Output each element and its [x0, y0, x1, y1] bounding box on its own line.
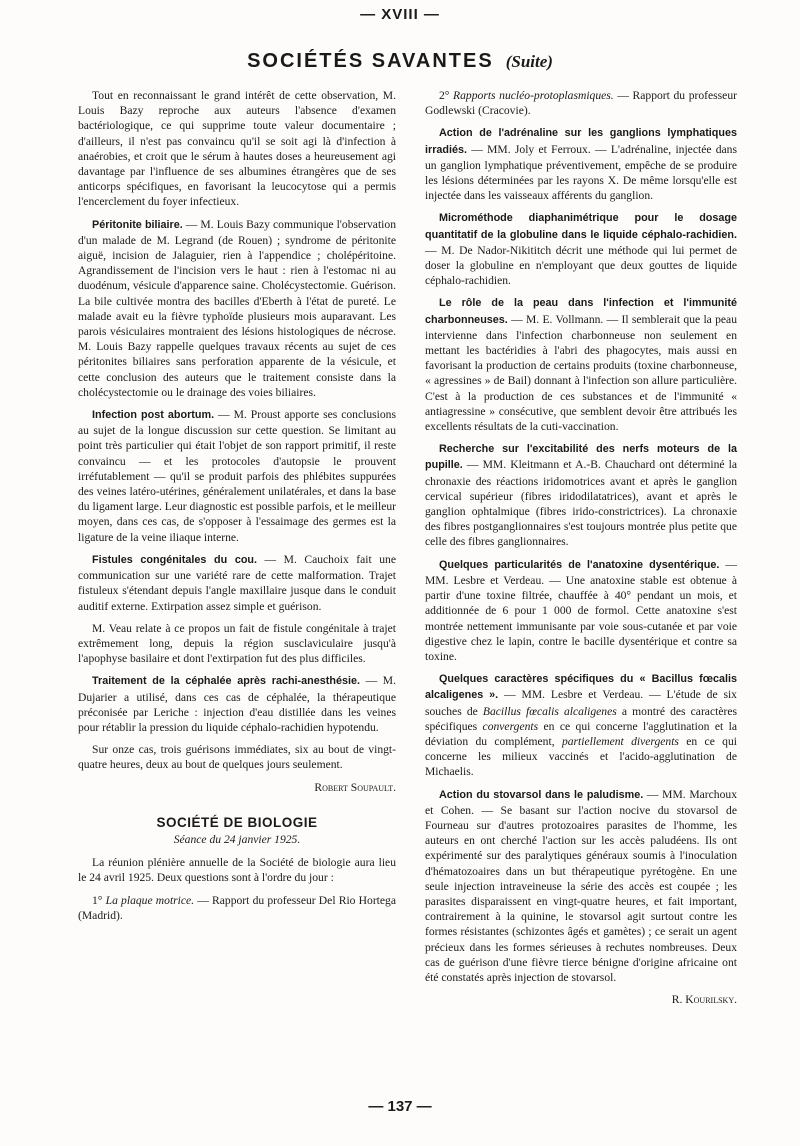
item-body: — Rapport du professeur Del Rio Hortega (Madrid). — [78, 893, 396, 922]
article-body: — M. Cauchoix fait une communication sur une variété rare de cette malformation. Trajet fistuleux s'étendant depuis l'angle maxillaire jusque dans le conduit auditif externe. Extirpation assez simple et guérison. — [78, 552, 397, 613]
article-stovarsol — [425, 787, 737, 986]
paragraph-reunion: La réunion plénière annuelle de la Société de biologie aura lieu le 24 avril 1925. Deux questions sont à l'ordre du jour : — [78, 856, 396, 885]
article-body: en ce qui concerne l'agglutination et la déviation du complément, — [425, 719, 737, 748]
page-number: — 137 — — [368, 1098, 432, 1115]
article-heading: Recherche sur l'excitabilité des nerfs moteurs de la pupille. — [425, 443, 737, 472]
section-date: Séance du 24 janvier 1925. — [173, 832, 301, 846]
article-heading: Le rôle de la peau dans l'infection et l'immunité charbonneuses. — [425, 297, 737, 326]
article-adrenaline — [425, 125, 737, 203]
article-peau-charbon — [425, 295, 737, 434]
article-body: — MM. Joly et Ferroux. — L'adrénaline, injectée dans un ganglion lymphatique préventivement, empêche de se produire les lésions déterminées par les rayons X. De même lorsqu'elle est injectée dans les vaisseaux afférents du ganglion. — [425, 142, 737, 203]
article-infection-post-abortum — [78, 407, 396, 545]
article-body: — M. Louis Bazy communique l'observation d'un malade de M. Legrand (de Rouen) ; syndrome de péritonite aiguë, incision de Jalaguier, rien à l'appendice ; cholépéritoine. Agrandissement de l'incision vers le haut : rien à l'estomac ni au duodénum, vésicule d'apparence saine. Cholécystectomie. Guérison. La bile cultivée montra des bacilles d'Eberth à l'état de pureté. Le malade avait eu la fièvre typhoïde plusieurs mois auparavant. Les parois vésiculaires montraient des lésions histologiques de nécrose. M. Louis Bazy rappelle quelques travaux récents au sujet de ces péritonites biliaires sans perforation apparente de la vésicule, et cette conclusion des auteurs que le traitement consiste dans la cholécystectomie ou le drainage des voies biliaires. — [78, 217, 396, 399]
article-body: — MM. Lesbre et Verdeau. — L'étude de six souches de — [425, 688, 737, 718]
article-peritonite — [78, 217, 396, 400]
article-heading: Action de l'adrénaline sur les ganglions lymphatiques irradiés. — [425, 127, 737, 156]
article-body: — M. Dujarier a utilisé, dans ces cas de céphalée, la thérapeutique préconisée par Leriche : injection d'eau distillée dans les veines pour rétablir la pression du liquide céphalo-rachidien hypotendu. — [78, 674, 396, 734]
signature-soupault: Robert Soupault. — [314, 780, 396, 794]
article-fistules — [78, 552, 396, 614]
right-column — [425, 88, 737, 1017]
article-heading: Quelques particularités de l'anatoxine dysentérique. — [439, 558, 720, 571]
article-anatoxine — [425, 557, 737, 664]
article-heading: Microméthode diaphanimétrique pour le dosage quantitatif de la globuline dans le liquide céphalo-rachidien. — [425, 212, 737, 241]
item-number: 1° — [92, 893, 106, 907]
item-number: 2° — [439, 89, 454, 102]
paragraph-veau: M. Veau relate à ce propos un fait de fistule congénitale à trajet extrêmement long, depuis la région susclaviculaire jusqu'à l'apophyse basilaire et dont l'extirpation fut des plus difficiles. — [78, 621, 396, 666]
article-micromethode — [425, 210, 737, 288]
article-body: — M. De Nador-Nikititch décrit une méthode qui lui permet de doser la globuline en n'employant que deux gouttes de liquide céphalo-rachidien. — [425, 243, 737, 288]
page-title — [0, 50, 800, 73]
item-title: La plaque motrice. — [105, 893, 195, 907]
emphasis: partiellement divergents — [561, 734, 679, 748]
title-suite: (Suite) — [505, 52, 553, 71]
agenda-item-1 — [78, 893, 396, 923]
title-main: SOCIÉTÉS SAVANTES — [247, 50, 494, 72]
left-column — [78, 88, 396, 930]
article-excitabilite — [425, 441, 737, 549]
article-heading: Péritonite biliaire. — [92, 218, 183, 231]
section-heading-biologie: SOCIÉTÉ DE BIOLOGIE — [156, 814, 318, 830]
signature-kourilsky: R. Kourilsky. — [671, 993, 737, 1007]
article-body: — M. E. Vollmann. — Il semblerait que la peau intervienne dans l'infection charbonneuse non seulement en mettant les bactéridies à l'abri des phagocytes, mais aussi en favorisant la production de certains produits (toxine charbonneuse, « agressines » de Bail) donnant à l'infection son allure particulière. C'est à la production de ces substances et de l'immunité « antiagressine » consécutive, que semblent devoir être attribués les excellents résultats de la cuti-vaccination. — [425, 312, 737, 434]
emphasis: convergents — [482, 719, 539, 733]
item-title: Rapports nucléo-protoplasmiques. — [453, 89, 614, 102]
article-heading: Quelques caractères spécifiques du « Bacillus fœcalis alcaligenes ». — [425, 673, 737, 702]
agenda-item-2 — [425, 88, 737, 118]
article-body: en ce qui concerne les milieux vaccinés et l'acido-agglutination de Michaelis. — [425, 734, 737, 779]
article-body: — M. Proust apporte ses conclusions au sujet de la longue discussion sur cette question. Se limitant au point très particulier qui était l'objet de son rapport primitif, il reste convaincu — et les protocoles d'autopsie le prouvent irréfutablement — qu'il se produit parfois des phlébites suppurées des veines latéro-utérines, généralement unilatérales, et dans la base du ligament large. Leur diagnostic est possible parfois, et le meilleur moyen, dans ces cas, de s'opposer à l'essaimage des germes est la ligature de la veine iliaque interne. — [78, 408, 396, 544]
article-heading: Traitement de la céphalée après rachi-anesthésie. — [92, 675, 360, 688]
paragraph-intro: Tout en reconnaissant le grand intérêt de cette observation, M. Louis Bazy reproche aux auteurs l'absence d'examen bactériologique, ce qui supprime toute valeur documentaire ; d'ailleurs, il n'est pas convaincu qu'il se soit agi là d'infection à anaérobies, et croit que le sérum à hautes doses a heureusement agi davantage par l'influence de ses albumines étrangères que de ses anticorps spécifiques, en favorisant la leucocytose qui a permis l'encerclement du foyer infectieux. — [78, 89, 396, 209]
article-body: — MM. Marchoux et Cohen. — Se basant sur l'action nocive du stovarsol de Fourneau sur d'autres protozoaires parasites de l'homme, les auteurs en ont cherché l'action sur les accès paludéens. Ils ont expérimenté sur des paralytiques généraux soumis à l'inoculation d'hématozoaires dans un but thérapeutique pyrétogène. En une seule injection intraveineuse la série des accès est coupée ; les parasites disparaissent en vingt-quatre heures, et fait important, contrairement à la quinine, le stovarsol agit surtout contre les formes résistantes (schizontes âgés et gamètes) ; ce serait un agent précieux dans les formes sérieuses à rechutes nombreuses. Deux cas de guérison d'une fièvre tierce bénigne d'origine africaine ont été constatés après injection de stovarsol. — [425, 787, 737, 984]
running-header-page-number: — XVIII — — [360, 6, 440, 23]
item-body: — Rapport du professeur Godlewski (Cracovie). — [425, 89, 737, 118]
article-cephalee — [78, 673, 396, 735]
article-body: — MM. Kleitmann et A.-B. Chauchard ont déterminé la chronaxie des réactions iridomotrices avant et après le ganglion cervical supérieur (fibres iridodilatatrices), avant et après le ganglion ophtalmique (fibres irido-constrictrices). La chronaxie des fibres postganglionnaires s'est toujours montrée plus petite que celle des fibres ganglionnaires. — [425, 458, 737, 549]
article-bacillus — [425, 671, 737, 779]
article-heading: Fistules congénitales du cou. — [92, 553, 258, 566]
paragraph-results: Sur onze cas, trois guérisons immédiates, six au bout de vingt-quatre heures, deux au bout de quelques jours seulement. — [78, 743, 396, 772]
article-body: — MM. Lesbre et Verdeau. — Une anatoxine stable est obtenue à partir d'une toxine filtrée, chauffée à 40° pendant un mois, et additionnée de 6 pour 1 000 de formol. Cette anatoxine s'est montrée nettement immunisante par voie sous-cutanée et par voie digestive chez le lapin, contre le bacille dysentérique et contre sa toxine. — [425, 557, 737, 663]
article-heading: Infection post abortum. — [92, 409, 215, 422]
article-body: a montré des caractères spécifiques — [425, 704, 737, 733]
article-heading: Action du stovarsol dans le paludisme. — [439, 788, 644, 801]
emphasis: Bacillus fœcalis alcaligenes — [482, 704, 617, 718]
